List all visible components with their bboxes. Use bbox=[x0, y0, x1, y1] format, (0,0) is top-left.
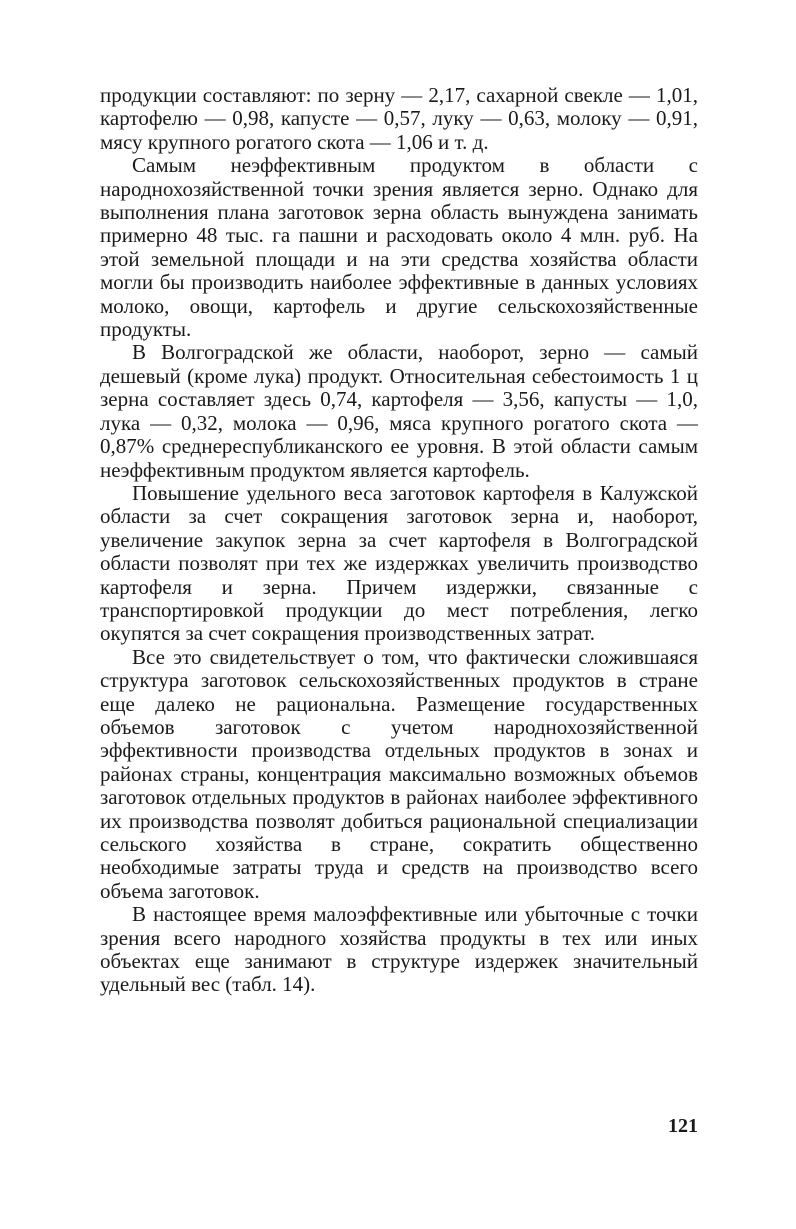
paragraph-1: продукции составляют: по зерну — 2,17, сахарной свекле — 1,01, картофелю — 0,98, капусте — 0,57, луку — 0,63, молоку — 0,91, мясу крупного рогатого скота — 1,06 и т. д. bbox=[100, 83, 698, 154]
paragraph-5: Все это свидетельствует о том, что фактически сложившаяся структура заготовок сельскохозяйственных продуктов в стране еще далеко не рациональна. Размещение государственных объемов заготовок с учетом народнохозяйственной эффективности производства отдельных продуктов в зонах и районах страны, концентрация максимально возможных объемов заготовок отдельных продуктов в районах наиболее эффективного их производства позволят добиться рациональной специализации сельского хозяйства в стране, сократить общественно необходимые затраты труда и средств на производство всего объема заготовок. bbox=[100, 644, 698, 903]
paragraph-2: Самым неэффективным продуктом в области с народнохозяйственной точки зрения является зерно. Однако для выполнения плана заготовок зерна область вынуждена занимать примерно 48 тыс. га пашни и расходовать около 4 млн. руб. На этой земельной площади и на эти средства хозяйства области могли бы производить наиболее эффективные в данных условиях молоко, овощи, картофель и другие сельскохозяйственные продукты. bbox=[100, 153, 698, 342]
paragraph-3: В Волгоградской же области, наоборот, зерно — самый дешевый (кроме лука) продукт. Относительная себестоимость 1 ц зерна составляет здесь 0,74, картофеля — 3,56, капусты — 1,0, лука — 0,32, молока — 0,96, мяса крупного рогатого скота — 0,87% среднереспубликанского ее уровня. В этой области самым неэффективным продуктом является картофель. bbox=[100, 340, 698, 482]
paragraph-4: Повышение удельного веса заготовок картофеля в Калужской области за счет сокращения заготовок зерна и, наоборот, увеличение закупок зерна за счет картофеля в Волгоградской области позволят при тех же издержках увеличить производство картофеля и зерна. Причем издержки, связанные с транспортировкой продукции до мест потребления, легко окупятся за счет сокращения производственных затрат. bbox=[100, 480, 698, 646]
body-text bbox=[100, 84, 698, 997]
page-number: 121 bbox=[668, 1115, 698, 1137]
paragraph-6: В настоящее время малоэффективные или убыточные с точки зрения всего народного хозяйства продукты в тех или иных объектах еще занимают в структуре издержек значительный удельный вес (табл. 14). bbox=[100, 902, 698, 997]
